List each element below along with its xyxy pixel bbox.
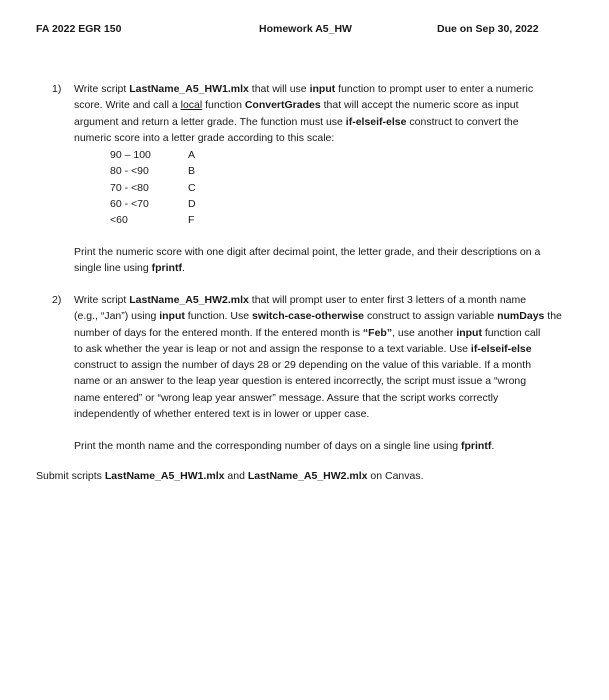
question-number: 2) (52, 294, 62, 306)
q2-line-1: Write script LastName_A5_HW2.mlx that will prompt user to enter first 3 letters of a month name (74, 294, 527, 306)
submit-instructions: Submit scripts LastName_A5_HW1.mlx and LastName_A5_HW2.mlx on Canvas. (36, 470, 424, 482)
q1-print-line-1: Print the numeric score with one digit after decimal point, the letter grade, and their descriptions on a (74, 246, 541, 258)
course-code: FA 2022 EGR 150 (36, 23, 122, 35)
q2-line-5: construct to assign the number of days 28 or 29 depending on the value of this variable. If a month (74, 359, 532, 372)
q1-line-3: argument and return a letter grade. The function must use if-elseif-else construct to convert the (74, 115, 519, 128)
q2-line-3: number of days for the entered month. If the entered month is “Feb”, use another input function call (74, 326, 541, 339)
q1-line-2: score. Write and call a local function ConvertGrades that will accept the numeric score as input (74, 99, 519, 112)
question-number: 1) (52, 83, 62, 95)
homework-title: Homework A5_HW (259, 23, 352, 35)
q1-print-line-2: single line using fprintf. (74, 262, 185, 275)
grade-scale-row: 90 – 100 A (110, 149, 196, 161)
q2-line-2: (e.g., “Jan”) using input function. Use switch-case-otherwise construct to assign variable numDays the (74, 310, 562, 323)
q1-line-4: numeric score into a letter grade according to this scale: (74, 131, 335, 144)
q2-line-8: independently of whether entered text is in lower or upper case. (74, 408, 370, 421)
due-date: Due on Sep 30, 2022 (437, 23, 539, 35)
grade-scale-row: <60 F (110, 214, 195, 227)
grade-scale-table (110, 147, 230, 228)
grade-scale-row: 80 - <90 B (110, 165, 196, 178)
grade-scale-row: 70 - <80 C (110, 181, 196, 194)
page-header (0, 21, 609, 37)
q2-print-line: Print the month name and the corresponding number of days on a single line using fprintf. (74, 440, 495, 452)
q2-line-4: to ask whether the year is leap or not and assign the response to a text variable. Use if-elseif-else (74, 342, 532, 355)
q1-line-1: Write script LastName_A5_HW1.mlx that will use input function to prompt user to enter a numeric (74, 83, 534, 95)
grade-scale-row: 60 - <70 D (110, 197, 196, 210)
q2-line-7: name entered” or “wrong leap year answer” message. Assure that the script works correctly (74, 391, 499, 404)
q2-line-6: name or an answer to the leap year question is entered incorrectly, the script must issue a “wrong (74, 375, 527, 388)
